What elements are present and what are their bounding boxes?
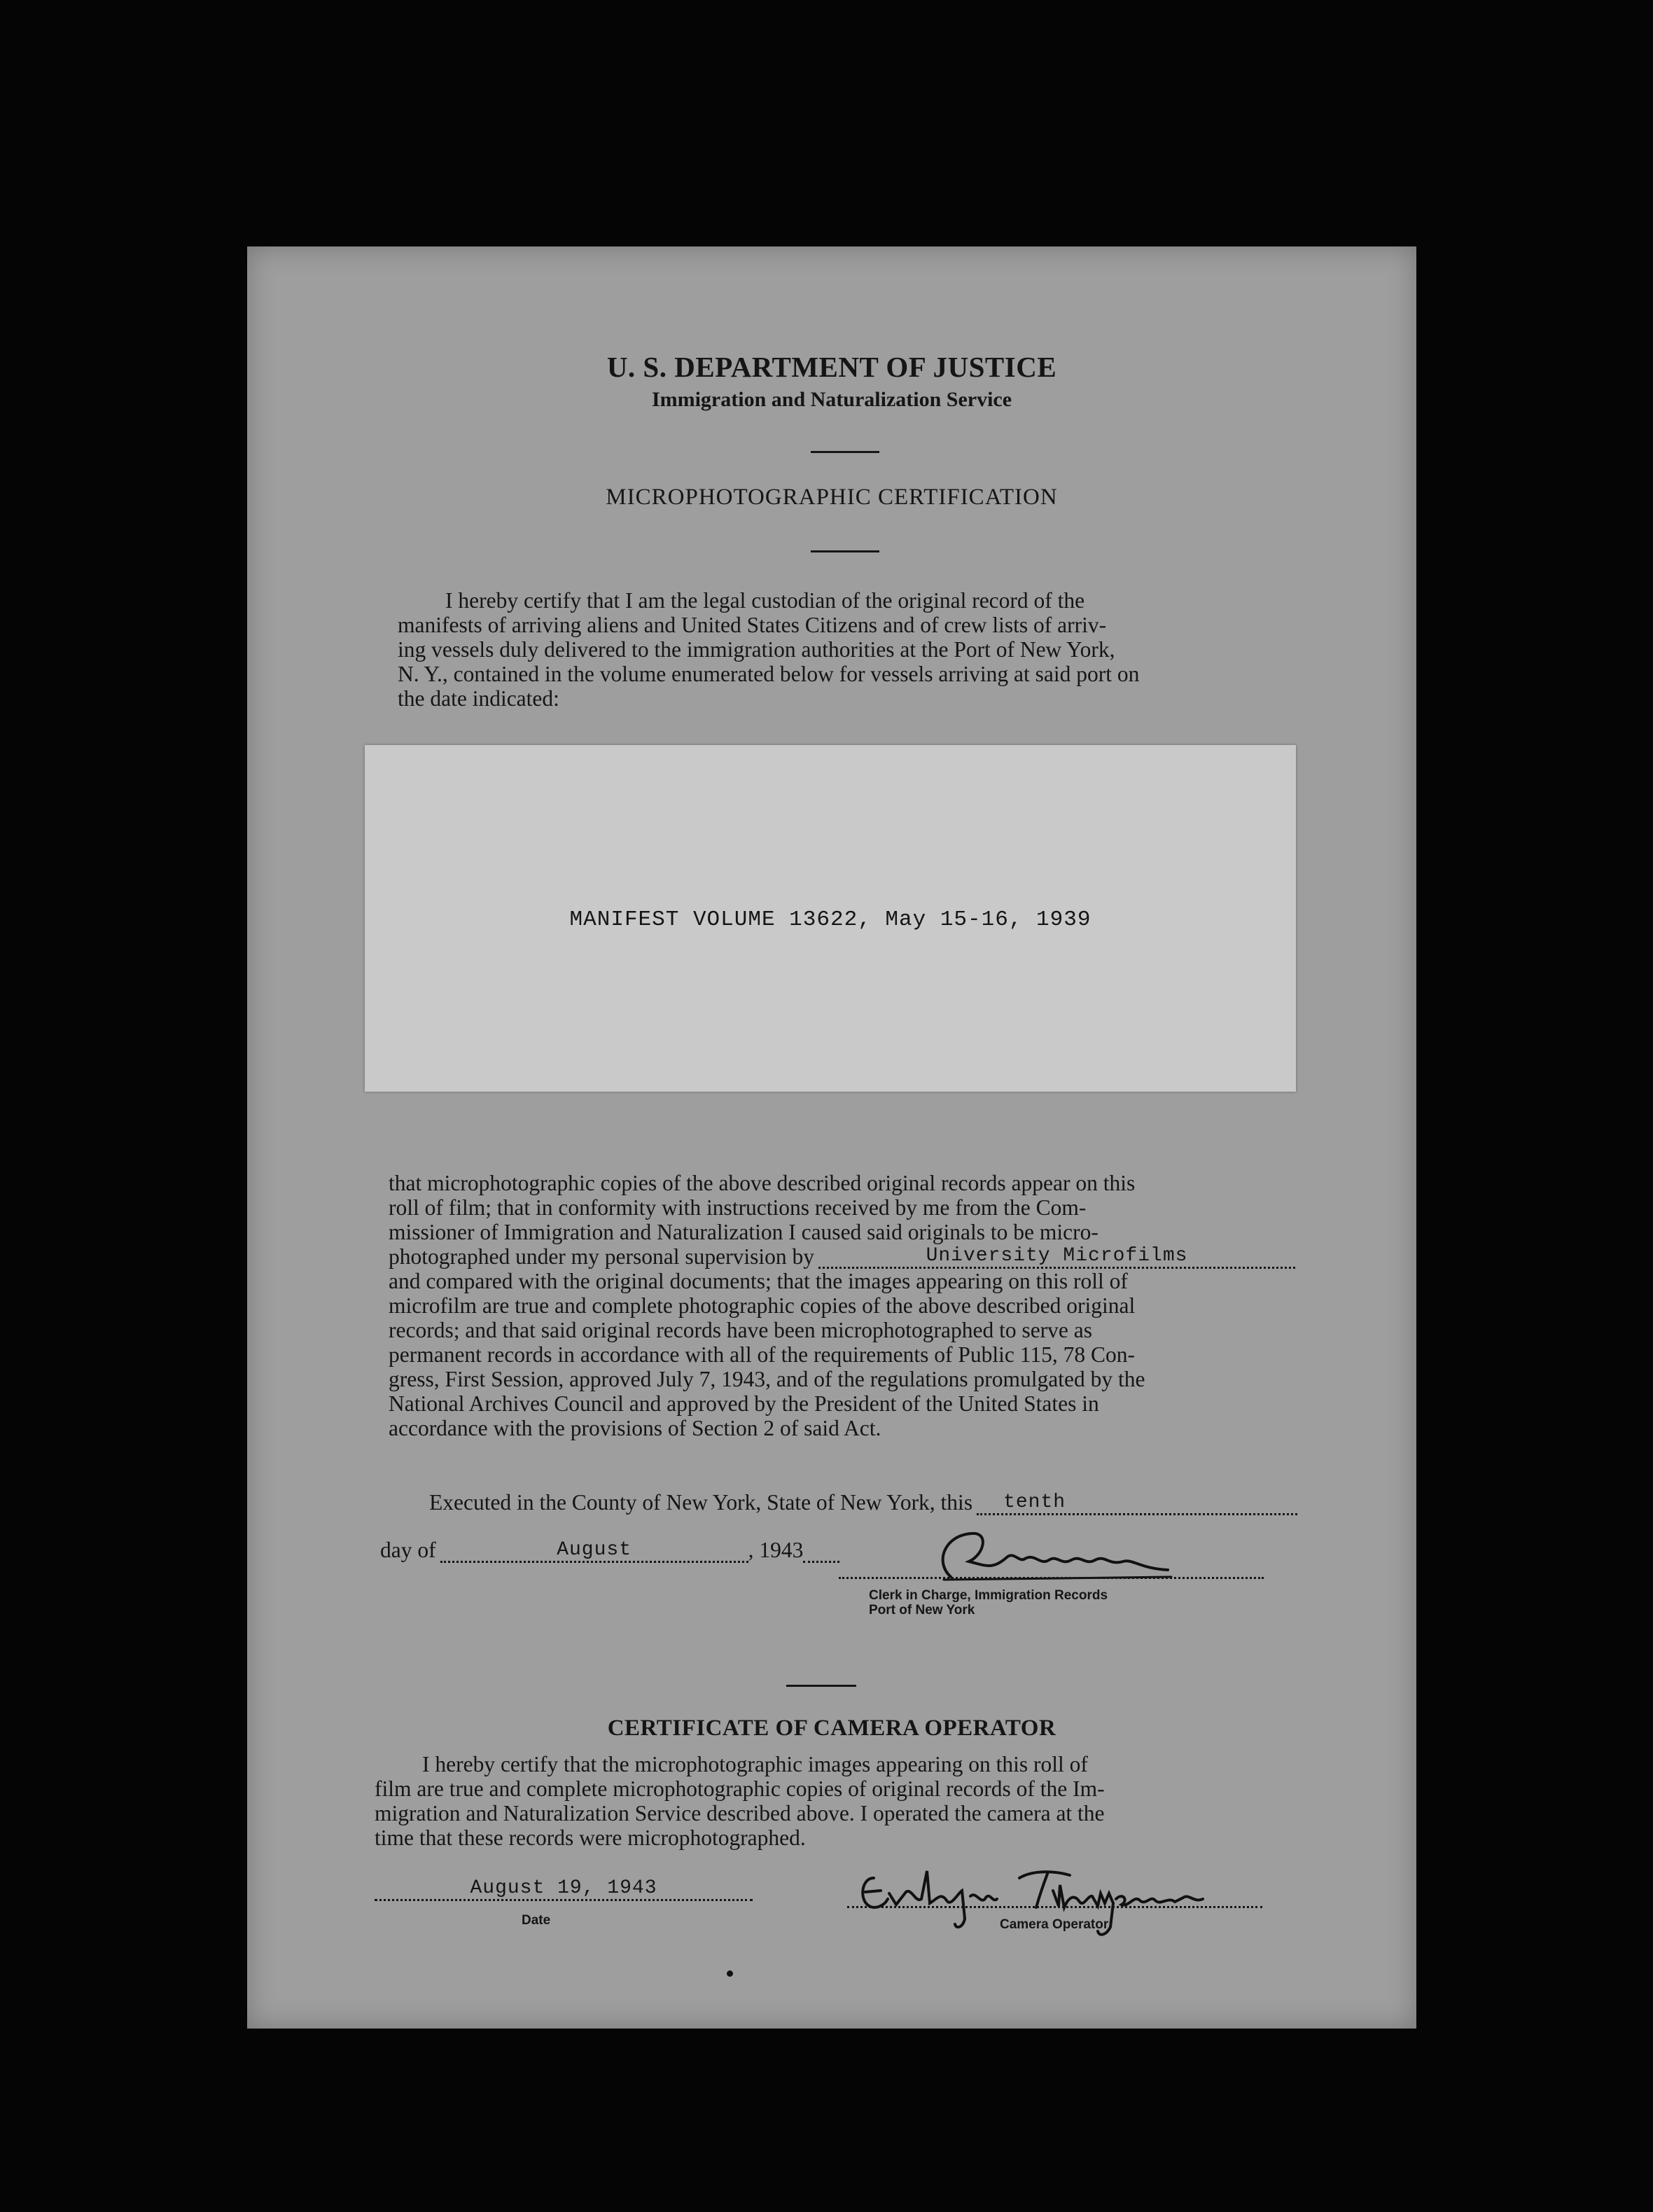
camera-line: migration and Naturalization Service described above. I operated the camera at the [375, 1801, 1105, 1825]
intro-line: manifests of arriving aliens and United States Citizens and of crew lists of arriv- [398, 613, 1107, 637]
intro-line: N. Y., contained in the volume enumerated below for vessels arriving at said port on [398, 662, 1140, 686]
clerk-signature [902, 1526, 1175, 1597]
intro-line: I hereby certify that I am the legal custodian of the original record of the [445, 588, 1085, 613]
month-value: August [440, 1540, 748, 1563]
certification-title: MICROPHOTOGRAPHIC CERTIFICATION [606, 485, 1058, 510]
supervision-value: University Microfilms [818, 1246, 1295, 1269]
body-line: that microphotographic copies of the above described original records appear on this [389, 1171, 1136, 1195]
body-line: records; and that said original records have been microphotographed to serve as [389, 1318, 1093, 1342]
divider-2 [811, 550, 879, 552]
camera-signature-line [847, 1906, 1262, 1908]
body-line: permanent records in accordance with all of the requirements of Public 115, 78 Con- [389, 1342, 1135, 1367]
intro-paragraph [398, 588, 1295, 711]
executed-day-value: tenth [977, 1492, 1297, 1515]
clerk-signature-line [839, 1577, 1264, 1579]
executed-prefix: Executed in the County of New York, State of New York, this [429, 1490, 973, 1515]
camera-paragraph [375, 1752, 1283, 1850]
day-of-label: day of [380, 1538, 436, 1562]
camera-line: time that these records were microphotographed. [375, 1825, 806, 1850]
executed-line [429, 1490, 1297, 1515]
camera-line: I hereby certify that the microphotographic images appearing on this roll of [422, 1752, 1088, 1776]
intro-line: the date indicated: [398, 686, 559, 711]
divider-1 [811, 451, 879, 453]
punch-mark [727, 1970, 733, 1977]
intro-line: ing vessels duly delivered to the immigration authorities at the Port of New York, [398, 637, 1115, 662]
camera-date-label: Date [522, 1913, 551, 1928]
body-line: gress, First Session, approved July 7, 1943, and of the regulations promulgated by the [389, 1367, 1145, 1391]
camera-date-value: August 19, 1943 [375, 1878, 753, 1901]
body-line: accordance with the provisions of Section 2 of said Act. [389, 1416, 881, 1440]
department-heading: U. S. DEPARTMENT OF JUSTICE [606, 351, 1057, 383]
manifest-volume-text: MANIFEST VOLUME 13622, May 15-16, 1939 [569, 907, 1091, 932]
divider-3 [786, 1685, 856, 1687]
year-dots [803, 1543, 839, 1563]
body-line: National Archives Council and approved by the President of the United States in [389, 1391, 1099, 1416]
body-paragraph [389, 1171, 1295, 1440]
year-text: , 1943 [748, 1538, 804, 1562]
volume-card [365, 745, 1296, 1092]
clerk-location: Port of New York [869, 1603, 975, 1618]
body-line: missioner of Immigration and Naturalization I caused said originals to be micro- [389, 1220, 1098, 1244]
camera-operator-heading: CERTIFICATE OF CAMERA OPERATOR [607, 1716, 1056, 1741]
camera-line: film are true and complete microphotographic copies of original records of the Im- [375, 1776, 1105, 1801]
day-of-line [380, 1538, 839, 1563]
supervision-prefix: photographed under my personal supervision by [389, 1244, 815, 1269]
supervision-line [389, 1244, 1295, 1269]
body-line: roll of film; that in conformity with instructions received by me from the Com- [389, 1195, 1087, 1220]
service-subheading: Immigration and Naturalization Service [651, 388, 1012, 411]
certificate-sheet [247, 246, 1416, 2029]
body-line: microfilm are true and complete photographic copies of the above described original [389, 1293, 1136, 1318]
clerk-title: Clerk in Charge, Immigration Records [869, 1588, 1108, 1603]
body-line: and compared with the original documents; that the images appearing on this roll of [389, 1269, 1128, 1293]
camera-operator-label: Camera Operator [1000, 1917, 1109, 1932]
